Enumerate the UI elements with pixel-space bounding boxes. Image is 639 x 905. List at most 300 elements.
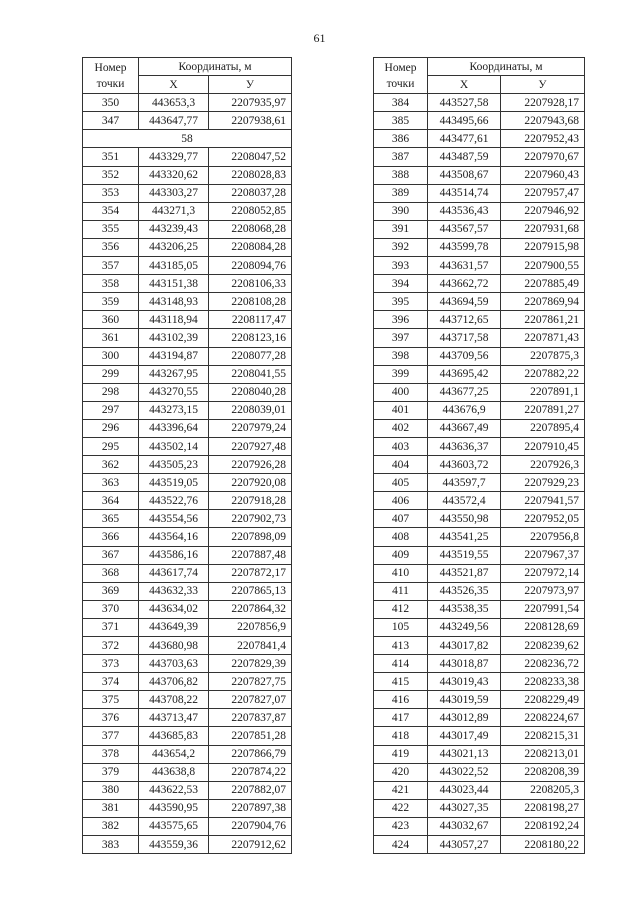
point-number-cell: 407 [374,510,428,528]
y-coordinate-cell: 2207902,73 [209,510,292,528]
x-coordinate-cell: 443572,4 [428,492,501,510]
y-coordinate-cell: 2208039,01 [209,401,292,419]
table-row [83,637,292,655]
table-row [83,275,292,293]
x-coordinate-cell: 443712,65 [428,311,501,329]
x-coordinate-cell: 443680,98 [139,637,209,655]
y-header: У [209,76,292,94]
point-number-header-line2: точки [96,77,125,90]
table-row [374,166,585,184]
y-coordinate-cell: 2208239,62 [501,637,585,655]
x-coordinate-cell: 443564,16 [139,528,209,546]
point-number-cell: 416 [374,691,428,709]
table-row [374,600,585,618]
table-row [374,709,585,727]
y-coordinate-cell: 2207885,49 [501,275,585,293]
x-coordinate-cell: 443575,65 [139,817,209,835]
y-coordinate-cell: 2208028,83 [209,166,292,184]
y-coordinate-cell: 2207915,98 [501,238,585,256]
y-coordinate-cell: 2208084,28 [209,238,292,256]
x-coordinate-cell: 443632,33 [139,582,209,600]
point-number-cell: 365 [83,510,139,528]
x-coordinate-cell: 443303,27 [139,184,209,202]
y-coordinate-cell: 2207918,28 [209,492,292,510]
point-number-cell: 424 [374,836,428,854]
y-coordinate-cell: 2207882,22 [501,365,585,383]
x-coordinate-cell: 443685,83 [139,727,209,745]
point-number-cell: 372 [83,637,139,655]
table-row [374,817,585,835]
x-coordinate-cell: 443622,53 [139,781,209,799]
x-coordinate-cell: 443617,74 [139,564,209,582]
x-coordinate-cell: 443027,35 [428,799,501,817]
table-row [83,763,292,781]
section-label: 58 [83,130,292,148]
table-row [374,673,585,691]
table-row [374,546,585,564]
x-coordinate-cell: 443550,98 [428,510,501,528]
y-coordinate-cell: 2207938,61 [209,112,292,130]
table-row [83,528,292,546]
x-coordinate-cell: 443709,56 [428,347,501,365]
table-row [83,437,292,455]
point-number-cell: 421 [374,781,428,799]
table-body [374,94,585,854]
y-coordinate-cell: 2208041,55 [209,365,292,383]
point-number-cell: 423 [374,817,428,835]
x-coordinate-cell: 443148,93 [139,293,209,311]
x-coordinate-cell: 443012,89 [428,709,501,727]
x-coordinate-cell: 443717,58 [428,329,501,347]
point-number-cell: 418 [374,727,428,745]
y-coordinate-cell: 2208094,76 [209,257,292,275]
x-coordinate-cell: 443554,56 [139,510,209,528]
y-coordinate-cell: 2208077,28 [209,347,292,365]
table-row [374,130,585,148]
table-row [374,148,585,166]
x-coordinate-cell: 443185,05 [139,257,209,275]
x-coordinate-cell: 443023,44 [428,781,501,799]
table-row [374,94,585,112]
table-row [374,528,585,546]
section-row [83,130,292,148]
y-coordinate-cell: 2207882,07 [209,781,292,799]
x-coordinate-cell: 443634,02 [139,600,209,618]
point-number-cell: 386 [374,130,428,148]
x-coordinate-cell: 443267,95 [139,365,209,383]
point-number-cell: 409 [374,546,428,564]
point-number-cell: 377 [83,727,139,745]
y-coordinate-cell: 2207887,48 [209,546,292,564]
y-coordinate-cell: 2208052,85 [209,202,292,220]
x-coordinate-cell: 443019,59 [428,691,501,709]
point-number-cell: 355 [83,220,139,238]
point-number-cell: 408 [374,528,428,546]
coordinates-header: Координаты, м [139,58,292,76]
x-coordinate-cell: 443713,47 [139,709,209,727]
point-number-cell: 381 [83,799,139,817]
x-coordinate-cell: 443522,76 [139,492,209,510]
table-row [83,600,292,618]
x-coordinate-cell: 443695,42 [428,365,501,383]
table-row [83,148,292,166]
table-row [374,437,585,455]
point-number-cell: 414 [374,655,428,673]
y-coordinate-cell: 2208037,28 [209,184,292,202]
table-row [83,112,292,130]
point-number-cell: 360 [83,311,139,329]
point-number-cell: 298 [83,383,139,401]
table-row [374,112,585,130]
table-row [83,202,292,220]
x-coordinate-cell: 443018,87 [428,655,501,673]
y-coordinate-cell: 2208198,27 [501,799,585,817]
point-number-cell: 401 [374,401,428,419]
table-row [83,799,292,817]
table-row [374,220,585,238]
y-coordinate-cell: 2207874,22 [209,763,292,781]
y-coordinate-cell: 2208236,72 [501,655,585,673]
table-row [83,836,292,854]
point-number-cell: 351 [83,148,139,166]
x-coordinate-cell: 443505,23 [139,456,209,474]
y-coordinate-cell: 2207869,94 [501,293,585,311]
point-number-cell: 359 [83,293,139,311]
y-coordinate-cell: 2207970,67 [501,148,585,166]
table-body [83,94,292,854]
x-coordinate-cell: 443495,66 [428,112,501,130]
x-coordinate-cell: 443703,63 [139,655,209,673]
x-coordinate-cell: 443526,35 [428,582,501,600]
point-number-cell: 397 [374,329,428,347]
y-coordinate-cell: 2207952,05 [501,510,585,528]
point-number-cell: 388 [374,166,428,184]
x-coordinate-cell: 443102,39 [139,329,209,347]
table-row [83,220,292,238]
y-coordinate-cell: 2208233,38 [501,673,585,691]
y-coordinate-cell: 2208128,69 [501,618,585,636]
table-row [374,202,585,220]
x-coordinate-cell: 443559,36 [139,836,209,854]
x-coordinate-cell: 443636,37 [428,437,501,455]
point-number-cell: 363 [83,474,139,492]
point-number-cell: 352 [83,166,139,184]
y-coordinate-cell: 2207979,24 [209,419,292,437]
point-number-cell: 395 [374,293,428,311]
y-coordinate-cell: 2207931,68 [501,220,585,238]
table-row [83,655,292,673]
x-coordinate-cell: 443667,49 [428,419,501,437]
point-number-cell: 383 [83,836,139,854]
point-number-cell: 378 [83,745,139,763]
table-row [374,510,585,528]
table-row [374,836,585,854]
y-coordinate-cell: 2207827,07 [209,691,292,709]
x-coordinate-cell: 443597,7 [428,474,501,492]
y-coordinate-cell: 2208229,49 [501,691,585,709]
table-row [83,474,292,492]
x-coordinate-cell: 443329,77 [139,148,209,166]
x-coordinate-cell: 443538,35 [428,600,501,618]
x-coordinate-cell: 443649,39 [139,618,209,636]
table-row [83,293,292,311]
x-coordinate-cell: 443194,87 [139,347,209,365]
x-coordinate-cell: 443118,94 [139,311,209,329]
table-row [374,727,585,745]
point-number-cell: 422 [374,799,428,817]
y-coordinate-cell: 2208208,39 [501,763,585,781]
x-coordinate-cell: 443586,16 [139,546,209,564]
y-coordinate-cell: 2208192,24 [501,817,585,835]
x-coordinate-cell: 443032,67 [428,817,501,835]
y-coordinate-cell: 2207956,8 [501,528,585,546]
y-coordinate-cell: 2207943,68 [501,112,585,130]
y-coordinate-cell: 2208117,47 [209,311,292,329]
table-row [374,618,585,636]
y-coordinate-cell: 2207891,1 [501,383,585,401]
y-coordinate-cell: 2207861,21 [501,311,585,329]
point-number-header [83,58,139,94]
y-coordinate-cell: 2208213,01 [501,745,585,763]
y-coordinate-cell: 2207898,09 [209,528,292,546]
x-coordinate-cell: 443021,13 [428,745,501,763]
y-coordinate-cell: 2207895,4 [501,419,585,437]
x-coordinate-cell: 443638,8 [139,763,209,781]
y-coordinate-cell: 2207920,08 [209,474,292,492]
point-number-header-line1: Номер [384,61,417,74]
point-number-header-line1: Номер [94,61,127,74]
page-number: 61 [313,31,326,45]
x-coordinate-cell: 443603,72 [428,456,501,474]
y-coordinate-cell: 2207927,48 [209,437,292,455]
y-coordinate-cell: 2207929,23 [501,474,585,492]
point-number-cell: 404 [374,456,428,474]
y-coordinate-cell: 2207972,14 [501,564,585,582]
point-number-cell: 399 [374,365,428,383]
y-coordinate-cell: 2207946,92 [501,202,585,220]
y-coordinate-cell: 2208215,31 [501,727,585,745]
x-coordinate-cell: 443706,82 [139,673,209,691]
table-row [83,618,292,636]
x-coordinate-cell: 443708,22 [139,691,209,709]
table-row [374,365,585,383]
x-coordinate-cell: 443519,55 [428,546,501,564]
table-row [83,745,292,763]
y-coordinate-cell: 2207865,13 [209,582,292,600]
point-number-cell: 398 [374,347,428,365]
table-row [374,257,585,275]
y-coordinate-cell: 2208224,67 [501,709,585,727]
y-coordinate-cell: 2207941,57 [501,492,585,510]
point-number-cell: 385 [374,112,428,130]
y-coordinate-cell: 2207841,4 [209,637,292,655]
x-coordinate-cell: 443151,38 [139,275,209,293]
table-row [374,781,585,799]
table-row [374,474,585,492]
x-coordinate-cell: 443206,25 [139,238,209,256]
y-coordinate-cell: 2207856,9 [209,618,292,636]
y-coordinate-cell: 2207967,37 [501,546,585,564]
x-coordinate-cell: 443502,14 [139,437,209,455]
y-coordinate-cell: 2207910,45 [501,437,585,455]
x-coordinate-cell: 443019,43 [428,673,501,691]
x-coordinate-cell: 443270,55 [139,383,209,401]
point-number-cell: 411 [374,582,428,600]
table-row [374,456,585,474]
point-number-cell: 391 [374,220,428,238]
x-coordinate-cell: 443662,72 [428,275,501,293]
table-row [83,401,292,419]
point-number-cell: 367 [83,546,139,564]
point-number-cell: 387 [374,148,428,166]
table-row [83,383,292,401]
x-header: X [428,76,501,94]
y-coordinate-cell: 2208106,33 [209,275,292,293]
coordinates-table-left [82,57,292,854]
table-row [83,166,292,184]
x-coordinate-cell: 443519,05 [139,474,209,492]
x-coordinate-cell: 443017,82 [428,637,501,655]
point-number-cell: 375 [83,691,139,709]
y-coordinate-cell: 2207872,17 [209,564,292,582]
point-number-cell: 412 [374,600,428,618]
y-coordinate-cell: 2208047,52 [209,148,292,166]
table-row [83,582,292,600]
point-number-cell: 369 [83,582,139,600]
y-coordinate-cell: 2207926,28 [209,456,292,474]
y-coordinate-cell: 2207926,3 [501,456,585,474]
y-coordinate-cell: 2207875,3 [501,347,585,365]
point-number-cell: 368 [83,564,139,582]
table-row [374,564,585,582]
x-coordinate-cell: 443514,74 [428,184,501,202]
table-row [83,365,292,383]
point-number-cell: 362 [83,456,139,474]
point-number-cell: 402 [374,419,428,437]
table-row [374,293,585,311]
table-row [374,275,585,293]
y-coordinate-cell: 2207851,28 [209,727,292,745]
point-number-cell: 417 [374,709,428,727]
x-coordinate-cell: 443396,64 [139,419,209,437]
point-number-cell: 390 [374,202,428,220]
point-number-cell: 419 [374,745,428,763]
y-coordinate-cell: 2207900,55 [501,257,585,275]
y-coordinate-cell: 2207904,76 [209,817,292,835]
table-row [374,582,585,600]
y-coordinate-cell: 2208205,3 [501,781,585,799]
table-row [83,691,292,709]
x-coordinate-cell: 443599,78 [428,238,501,256]
point-number-cell: 105 [374,618,428,636]
point-number-cell: 373 [83,655,139,673]
y-coordinate-cell: 2207973,97 [501,582,585,600]
point-number-cell: 410 [374,564,428,582]
point-number-cell: 394 [374,275,428,293]
x-coordinate-cell: 443541,25 [428,528,501,546]
point-number-cell: 371 [83,618,139,636]
point-number-cell: 376 [83,709,139,727]
y-coordinate-cell: 2208123,16 [209,329,292,347]
table-row [374,655,585,673]
table-row [83,311,292,329]
y-coordinate-cell: 2208068,28 [209,220,292,238]
x-coordinate-cell: 443249,56 [428,618,501,636]
y-header: У [501,76,585,94]
point-number-cell: 403 [374,437,428,455]
point-number-cell: 396 [374,311,428,329]
x-coordinate-cell: 443677,25 [428,383,501,401]
table-row [374,799,585,817]
y-coordinate-cell: 2207897,38 [209,799,292,817]
point-number-cell: 406 [374,492,428,510]
x-coordinate-cell: 443647,77 [139,112,209,130]
point-number-cell: 353 [83,184,139,202]
x-coordinate-cell: 443320,62 [139,166,209,184]
x-coordinate-cell: 443536,43 [428,202,501,220]
point-number-cell: 357 [83,257,139,275]
y-coordinate-cell: 2207837,87 [209,709,292,727]
point-number-cell: 366 [83,528,139,546]
point-number-cell: 374 [83,673,139,691]
table-row [374,347,585,365]
table-row [83,94,292,112]
point-number-cell: 347 [83,112,139,130]
x-coordinate-cell: 443631,57 [428,257,501,275]
x-coordinate-cell: 443477,61 [428,130,501,148]
y-coordinate-cell: 2207891,27 [501,401,585,419]
y-coordinate-cell: 2207866,79 [209,745,292,763]
x-coordinate-cell: 443590,95 [139,799,209,817]
point-number-cell: 382 [83,817,139,835]
y-coordinate-cell: 2208180,22 [501,836,585,854]
table-row [374,691,585,709]
x-coordinate-cell: 443654,2 [139,745,209,763]
table-row [83,492,292,510]
y-coordinate-cell: 2207864,32 [209,600,292,618]
x-coordinate-cell: 443057,27 [428,836,501,854]
x-coordinate-cell: 443508,67 [428,166,501,184]
x-coordinate-cell: 443022,52 [428,763,501,781]
table-row [83,673,292,691]
x-coordinate-cell: 443271,3 [139,202,209,220]
point-number-cell: 380 [83,781,139,799]
point-number-cell: 358 [83,275,139,293]
table-header [83,58,292,94]
y-coordinate-cell: 2207912,62 [209,836,292,854]
y-coordinate-cell: 2207960,43 [501,166,585,184]
x-header: X [139,76,209,94]
y-coordinate-cell: 2207928,17 [501,94,585,112]
x-coordinate-cell: 443273,15 [139,401,209,419]
table-row [374,745,585,763]
point-number-cell: 364 [83,492,139,510]
table-row [374,637,585,655]
table-row [374,329,585,347]
table-row [83,347,292,365]
table-row [374,184,585,202]
coordinates-header: Координаты, м [428,58,585,76]
table-row [83,709,292,727]
x-coordinate-cell: 443017,49 [428,727,501,745]
point-number-cell: 350 [83,94,139,112]
table-row [374,419,585,437]
y-coordinate-cell: 2207827,75 [209,673,292,691]
point-number-cell: 297 [83,401,139,419]
point-number-cell: 295 [83,437,139,455]
table-row [83,329,292,347]
y-coordinate-cell: 2207991,54 [501,600,585,618]
